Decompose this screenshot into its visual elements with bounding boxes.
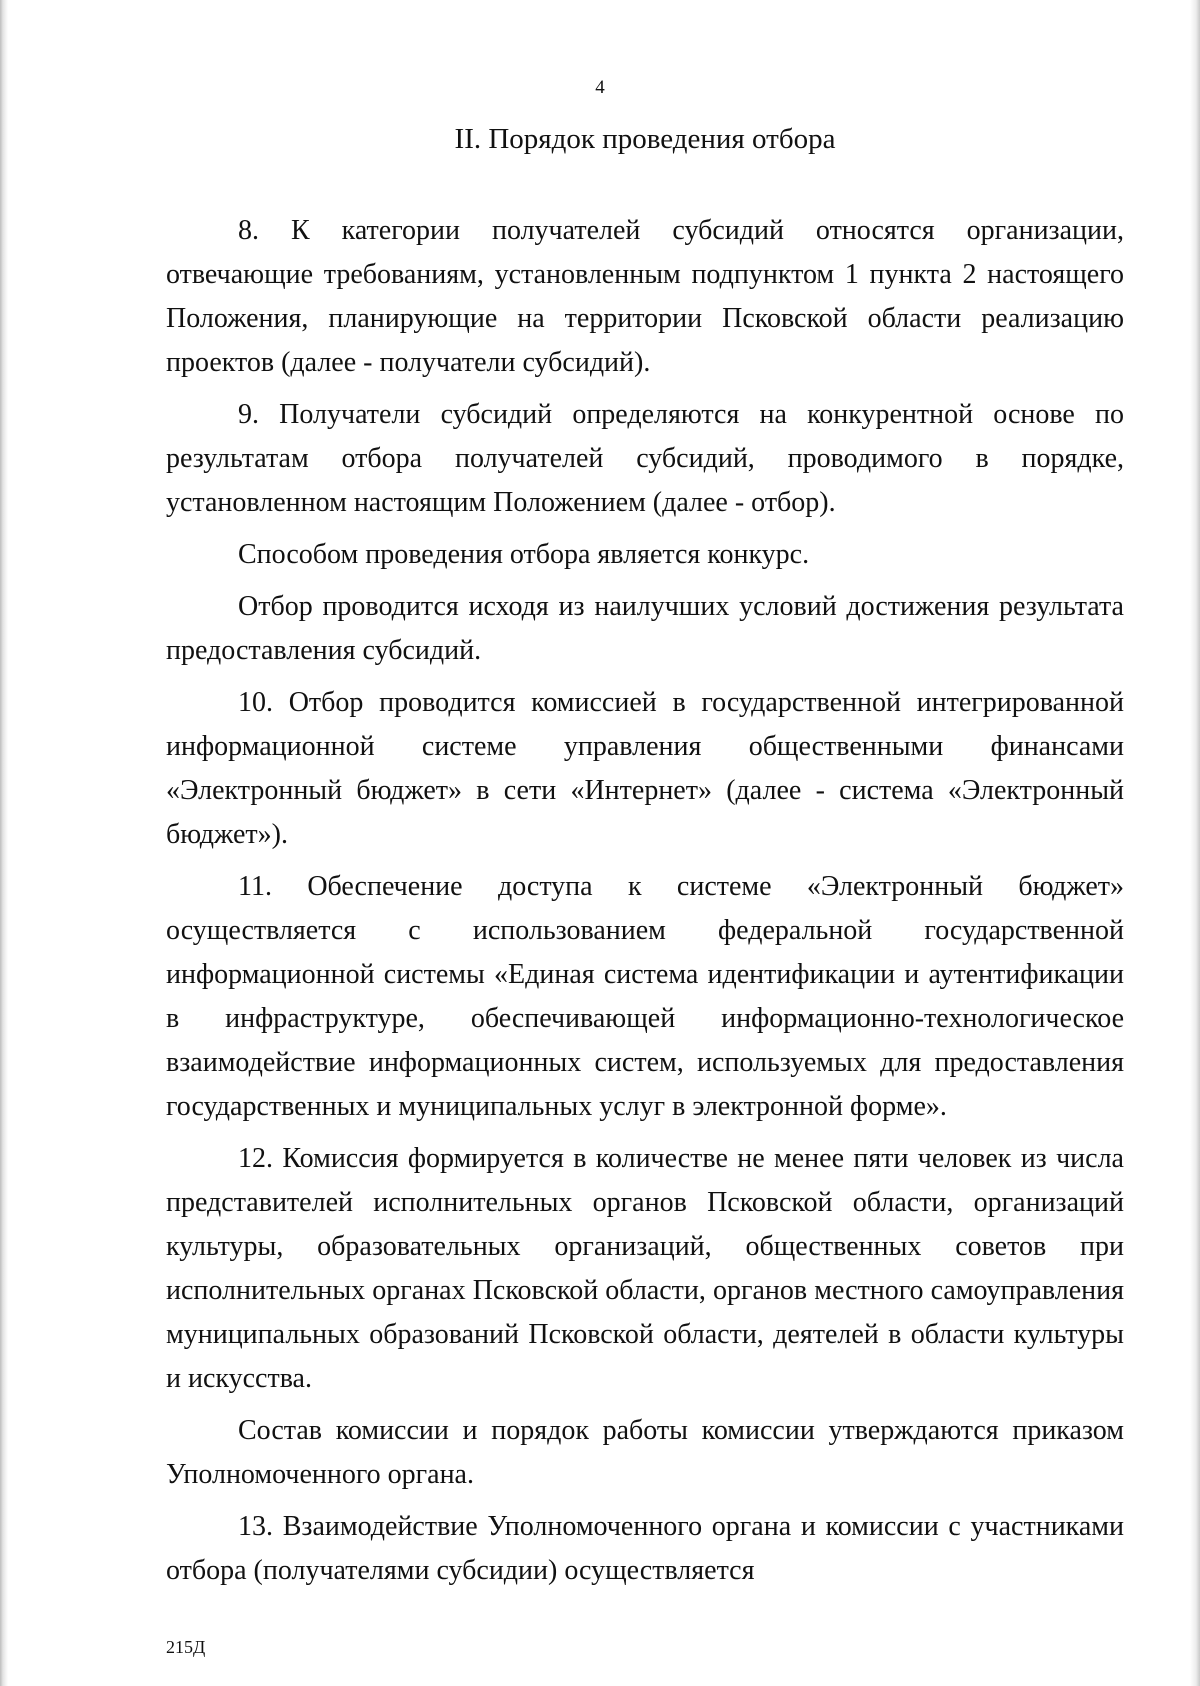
footer-document-code: 215Д: [166, 1637, 206, 1657]
paragraph-10: 10. Отбор проводится комиссией в государственной интегрированной информационной системе управления общественными финансами «Электронный бюджет» в сети «Интернет» (далее - система «Электронный бюджет»).: [166, 687, 1124, 850]
paragraph-13: 13. Взаимодействие Уполномоченного органа и комиссии с участниками отбора (получателями субсидии) осуществляется: [166, 1511, 1124, 1586]
paragraph-12: 12. Комиссия формируется в количестве не менее пяти человек из числа представителей исполнительных органов Псковской области, организаций культуры, образовательных организаций, общественных советов при исполнительных органах Псковской области, органов местного самоуправления муниципальных образований Псковской области, деятелей в области культуры и искусства.: [166, 1143, 1124, 1394]
paragraph-selection-method: Способом проведения отбора является конкурс.: [238, 539, 810, 570]
section-title: II. Порядок проведения отбора: [454, 123, 836, 155]
paragraph-9: 9. Получатели субсидий определяются на конкурентной основе по результатам отбора получателей субсидий, проводимого в порядке, установленном настоящим Положением (далее - отбор).: [166, 399, 1124, 518]
scan-edge-right: [1190, 0, 1200, 1686]
document-body: [166, 209, 1124, 1597]
paragraph-commission-composition: Состав комиссии и порядок работы комиссии утверждаются приказом Уполномоченного органа.: [166, 1415, 1124, 1490]
paragraph-selection-basis: Отбор проводится исходя из наилучших условий достижения результата предоставления субсидий.: [166, 591, 1124, 666]
scan-edge-left: [0, 0, 8, 1686]
page-number: 4: [595, 77, 605, 98]
paragraph-11: 11. Обеспечение доступа к системе «Электронный бюджет» осуществляется с использованием федеральной государственной информационной системы «Единая система идентификации и аутентификации в инфраструктуре, обеспечивающей информационно-технологическое взаимодействие информационных систем, используемых для предоставления государственных и муниципальных услуг в электронной форме».: [166, 871, 1124, 1122]
paragraph-8: 8. К категории получателей субсидий относятся организации, отвечающие требованиям, установленным подпунктом 1 пункта 2 настоящего Положения, планирующие на территории Псковской области реализацию проектов (далее - получатели субсидий).: [166, 215, 1124, 378]
